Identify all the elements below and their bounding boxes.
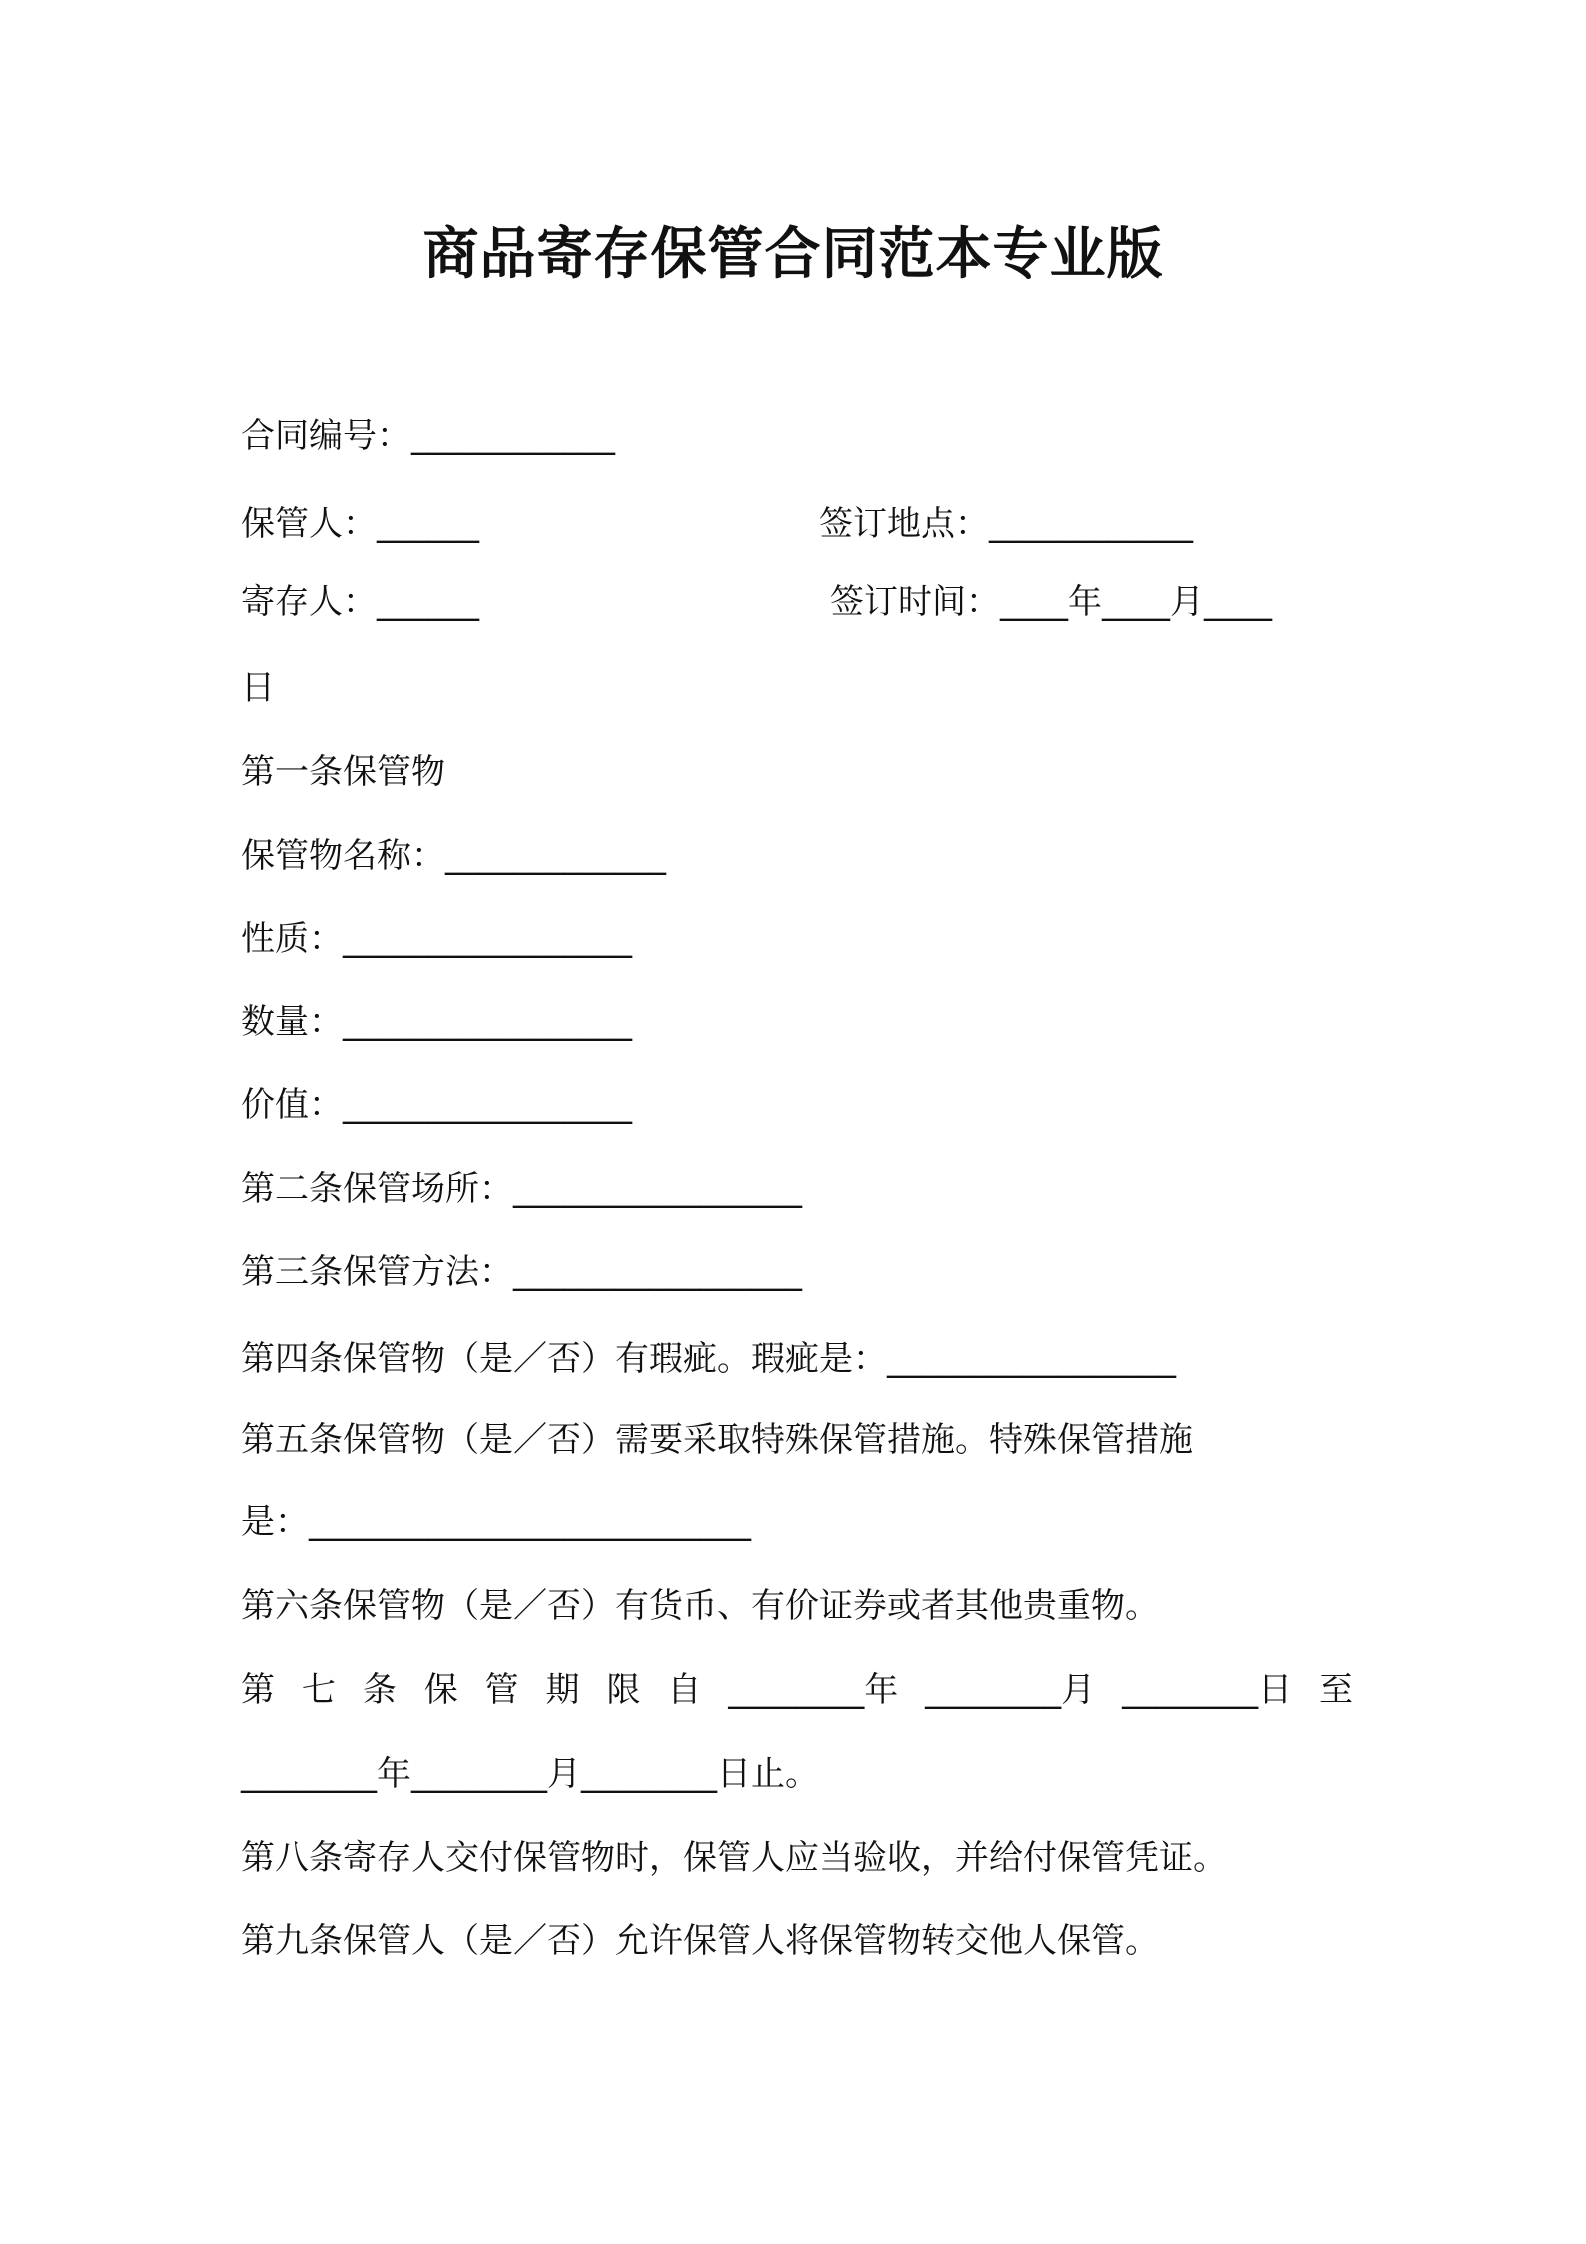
sign-time-day: 日 (241, 668, 275, 708)
article-7-line-2: ________年________月________日止。 (241, 1754, 819, 1794)
article-7-part: ________月 (925, 1670, 1096, 1710)
contract-number-line: 合同编号：____________ (241, 416, 615, 456)
article-3-line: 第三条保管方法：_________________ (241, 1252, 802, 1292)
article-7-part: ________年 (728, 1670, 899, 1710)
article-7-part: 保 (423, 1670, 458, 1710)
article-7-part: 期 (545, 1670, 580, 1710)
item-name-line: 保管物名称：_____________ (241, 836, 666, 876)
article-1-heading: 第一条保管物 (241, 752, 445, 792)
article-7-part: ________日 (1122, 1670, 1293, 1710)
nature-line: 性质：_________________ (241, 919, 632, 959)
document-title: 商品寄存保管合同范本专业版 (422, 222, 1164, 287)
article-7-part: 至 (1318, 1670, 1353, 1710)
custodian-line: 保管人：______ (241, 504, 479, 544)
value-line: 价值：_________________ (241, 1085, 632, 1125)
article-7-part: 自 (667, 1670, 702, 1710)
article-7-line-1 (241, 1668, 1353, 1712)
article-7-part: 条 (362, 1670, 397, 1710)
article-6-line: 第六条保管物（是／否）有货币、有价证券或者其他贵重物。 (241, 1586, 1159, 1626)
article-5-line-1: 第五条保管物（是／否）需要采取特殊保管措施。特殊保管措施 (241, 1420, 1193, 1460)
sign-time-line: 签订时间：____年____月____ (830, 582, 1272, 622)
article-8-line: 第八条寄存人交付保管物时，保管人应当验收，并给付保管凭证。 (241, 1838, 1227, 1878)
quantity-line: 数量：_________________ (241, 1002, 632, 1042)
sign-place-line: 签订地点：____________ (819, 504, 1193, 544)
article-2-line: 第二条保管场所：_________________ (241, 1169, 802, 1209)
article-7-part: 管 (484, 1670, 519, 1710)
depositor-line: 寄存人：______ (241, 582, 479, 622)
article-5-line-2: 是：__________________________ (241, 1502, 751, 1542)
article-7-part: 限 (606, 1670, 641, 1710)
article-4-line: 第四条保管物（是／否）有瑕疵。瑕疵是：_________________ (241, 1339, 1176, 1379)
article-7-part: 七 (301, 1670, 336, 1710)
article-7-part: 第 (241, 1670, 275, 1710)
article-9-line: 第九条保管人（是／否）允许保管人将保管物转交他人保管。 (241, 1921, 1159, 1961)
